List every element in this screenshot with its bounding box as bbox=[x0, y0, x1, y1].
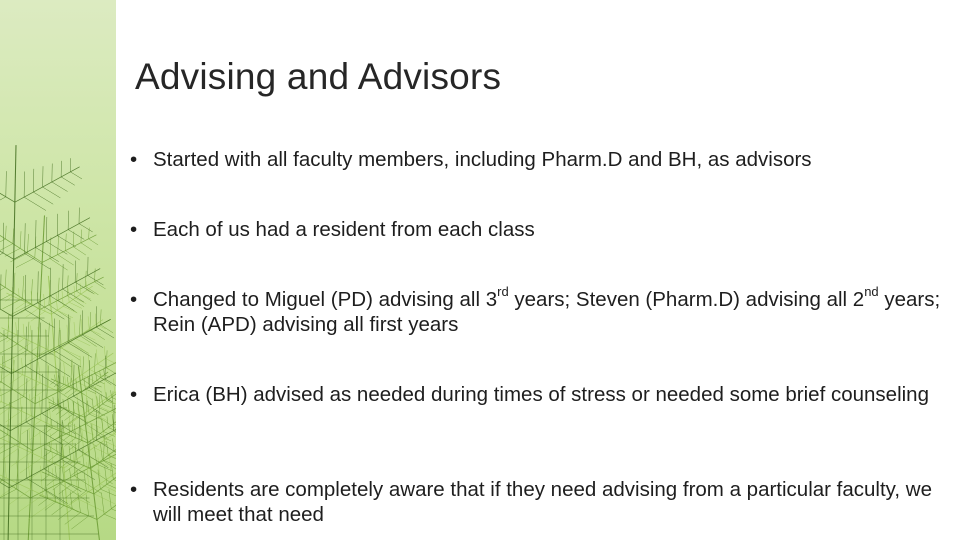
fern-stroke bbox=[88, 376, 89, 386]
fern-stroke bbox=[89, 239, 98, 245]
fern-stroke bbox=[25, 223, 26, 253]
fern-stroke bbox=[24, 197, 46, 210]
fern-stroke bbox=[50, 237, 51, 258]
fern-stroke bbox=[109, 489, 111, 509]
fern-stroke bbox=[97, 396, 98, 407]
bullet-item bbox=[130, 217, 953, 242]
fern-stroke bbox=[105, 467, 107, 485]
fern-stroke bbox=[5, 270, 6, 288]
fern-stroke bbox=[96, 349, 97, 364]
fern-stroke bbox=[84, 378, 85, 389]
fern-stroke bbox=[50, 430, 58, 436]
fern-stroke bbox=[88, 275, 104, 285]
fern-stroke bbox=[11, 453, 31, 467]
fern-stroke bbox=[89, 388, 112, 402]
bullet-text: Each of us had a resident from each class bbox=[153, 218, 535, 241]
fern-stroke bbox=[38, 271, 39, 302]
fern-stroke bbox=[16, 322, 17, 335]
fern-stroke bbox=[0, 274, 1, 309]
fern-stroke bbox=[83, 356, 84, 379]
fern-stroke bbox=[33, 192, 53, 204]
fern-stroke bbox=[74, 322, 75, 338]
fern-stroke bbox=[100, 484, 116, 495]
fern-stroke bbox=[0, 293, 14, 302]
fern-stroke bbox=[6, 171, 7, 197]
fern-stroke bbox=[104, 514, 116, 523]
fern-stroke bbox=[35, 220, 36, 247]
bullet-text bbox=[153, 284, 941, 336]
fern-stroke bbox=[2, 350, 27, 363]
fern-stroke bbox=[60, 411, 69, 418]
bullet-text: Residents are completely aware that if they need advising from a particular faculty, we will meet that need bbox=[153, 478, 932, 526]
fern-stroke bbox=[68, 230, 84, 240]
fern-stroke bbox=[73, 365, 74, 396]
fern-stroke bbox=[105, 359, 116, 364]
fern-stroke bbox=[69, 302, 82, 308]
decorative-sidebar bbox=[0, 0, 116, 540]
fern-stroke bbox=[64, 388, 72, 394]
fern-stroke bbox=[23, 383, 40, 395]
bullet-text-part: years; Rein (APD) advising all first years bbox=[153, 288, 941, 336]
fern-stroke bbox=[75, 298, 86, 303]
bullet-icon: • bbox=[130, 288, 138, 311]
fern-stroke bbox=[42, 472, 94, 494]
fern-stroke bbox=[65, 488, 79, 499]
fern-stroke bbox=[57, 310, 73, 318]
fern-stroke bbox=[94, 447, 96, 465]
fern-stroke bbox=[18, 342, 32, 351]
fern-stroke bbox=[68, 423, 70, 436]
fern-stroke bbox=[114, 434, 116, 442]
fern-stroke bbox=[45, 502, 56, 510]
fern-stroke bbox=[26, 308, 39, 317]
fern-stroke bbox=[92, 398, 93, 410]
fern-stroke bbox=[14, 273, 15, 293]
bullet-text: Erica (BH) advised as needed during times of stress or needed some brief counseling bbox=[153, 383, 929, 406]
fern-stroke bbox=[54, 350, 81, 367]
fern-stroke bbox=[25, 275, 26, 310]
fern-stroke bbox=[47, 478, 57, 485]
fern-stroke bbox=[0, 239, 6, 245]
fern-stroke bbox=[76, 379, 77, 390]
fern-stroke bbox=[27, 430, 28, 478]
fern-stroke bbox=[58, 235, 59, 254]
fern-stroke bbox=[48, 323, 49, 352]
fern-stroke bbox=[75, 339, 90, 346]
bullet-icon: • bbox=[130, 478, 138, 501]
fern-stroke bbox=[39, 396, 41, 420]
fern-stroke bbox=[90, 330, 105, 340]
bullet-item bbox=[130, 147, 953, 172]
bullet-icon: • bbox=[130, 383, 138, 406]
fern-stroke bbox=[63, 376, 64, 384]
fern-stroke bbox=[111, 509, 116, 517]
fern-stroke bbox=[107, 441, 109, 455]
fern-stroke bbox=[73, 232, 74, 247]
fern-stroke bbox=[46, 425, 87, 443]
fern-stroke bbox=[18, 288, 19, 299]
fern-stroke bbox=[100, 444, 102, 460]
fern-stroke bbox=[70, 424, 94, 435]
fern-stroke bbox=[90, 312, 91, 330]
fern-stroke bbox=[54, 457, 64, 465]
fern-stroke bbox=[16, 302, 26, 309]
fern-stroke bbox=[97, 364, 110, 370]
fern-stroke bbox=[69, 341, 88, 354]
bullet-icon: • bbox=[130, 218, 138, 241]
fern-stroke bbox=[96, 372, 97, 380]
fern-stroke bbox=[92, 374, 93, 383]
fern-stroke bbox=[100, 370, 101, 377]
fern-stroke bbox=[51, 420, 52, 428]
fern-stroke bbox=[52, 182, 68, 192]
fern-stroke bbox=[69, 446, 71, 460]
fern-stroke bbox=[56, 443, 57, 454]
fern-stroke bbox=[6, 411, 22, 422]
fern-stroke bbox=[58, 255, 74, 265]
fern-stroke bbox=[70, 172, 82, 179]
fern-stroke bbox=[76, 273, 77, 291]
fern-stroke bbox=[0, 244, 13, 251]
fern-stroke bbox=[87, 401, 89, 414]
fern-stroke bbox=[40, 323, 41, 359]
fern-stroke bbox=[71, 516, 88, 529]
fern-stroke bbox=[23, 276, 24, 299]
fern-stroke bbox=[94, 353, 95, 373]
fern-stroke bbox=[26, 378, 27, 422]
fern-stroke bbox=[71, 491, 87, 503]
bullet-text: Started with all faculty members, including Pharm.D and BH, as advisors bbox=[153, 148, 812, 171]
fern-stroke bbox=[16, 258, 35, 268]
fern-stroke bbox=[43, 187, 61, 198]
fern-stroke bbox=[65, 233, 66, 250]
bullet-item bbox=[130, 284, 953, 337]
fern-stroke bbox=[81, 294, 91, 299]
fern-stroke bbox=[113, 479, 116, 485]
fern-stroke bbox=[52, 506, 64, 515]
fern-stroke bbox=[97, 482, 116, 519]
fern-stroke bbox=[79, 415, 80, 450]
fern-stroke bbox=[0, 197, 6, 210]
ordinal-suffix: rd bbox=[497, 284, 509, 300]
fern-stroke bbox=[95, 314, 96, 325]
fern-stroke bbox=[55, 375, 56, 381]
fern-stroke bbox=[104, 382, 105, 398]
fern-stroke bbox=[114, 379, 115, 393]
bullet-icon: • bbox=[130, 148, 138, 171]
fern-stroke bbox=[80, 425, 82, 441]
ordinal-suffix: nd bbox=[864, 284, 879, 300]
bullet-item bbox=[130, 382, 953, 407]
fern-stroke bbox=[40, 431, 42, 458]
fern-pattern-graphic bbox=[0, 0, 116, 540]
fern-stroke bbox=[44, 294, 45, 311]
fern-stroke bbox=[0, 164, 15, 202]
fern-stroke bbox=[46, 241, 67, 254]
fern-stroke bbox=[73, 247, 86, 255]
fern-stroke bbox=[21, 420, 41, 434]
fern-stroke bbox=[58, 278, 59, 301]
fern-stroke bbox=[104, 369, 105, 375]
bullet-text-part: Changed to Miguel (PD) advising all 3 bbox=[153, 288, 498, 311]
fern-stroke bbox=[100, 325, 113, 333]
fern-stroke bbox=[107, 416, 108, 427]
fern-stroke bbox=[100, 309, 101, 324]
fern-stroke bbox=[20, 458, 42, 473]
fern-stroke bbox=[59, 392, 84, 408]
fern-stroke bbox=[29, 394, 31, 415]
fern-stroke bbox=[63, 399, 64, 409]
fern-stroke bbox=[87, 290, 95, 294]
fern-stroke bbox=[79, 315, 80, 336]
fern-stroke bbox=[69, 415, 80, 423]
fern-stroke bbox=[13, 229, 14, 244]
fern-stroke bbox=[70, 469, 72, 485]
fern-stroke bbox=[81, 230, 82, 243]
fern-stroke bbox=[69, 317, 70, 340]
fern-stroke bbox=[88, 316, 89, 329]
fern-stroke bbox=[55, 320, 103, 353]
fern-stroke bbox=[49, 454, 58, 461]
fern-stroke bbox=[79, 224, 93, 232]
fern-stroke bbox=[57, 236, 75, 247]
fern-stroke bbox=[63, 306, 77, 313]
fern-stroke bbox=[20, 231, 21, 248]
fern-stroke bbox=[31, 311, 45, 321]
fern-stroke bbox=[65, 251, 79, 260]
fern-stroke bbox=[80, 356, 82, 375]
fern-stroke bbox=[2, 328, 55, 353]
slide-title: Advising and Advisors bbox=[135, 56, 502, 97]
fern-stroke bbox=[68, 314, 69, 342]
fern-stroke bbox=[61, 386, 68, 392]
fern-stroke bbox=[103, 404, 112, 408]
bullet-item bbox=[130, 477, 953, 527]
fern-stroke bbox=[61, 177, 75, 185]
fern-stroke bbox=[111, 397, 116, 400]
fern-stroke bbox=[24, 364, 26, 396]
fern-stroke bbox=[61, 348, 79, 357]
fern-stroke bbox=[27, 234, 28, 253]
fern-stroke bbox=[85, 389, 96, 394]
fern-stroke bbox=[58, 320, 59, 346]
fern-stroke bbox=[6, 226, 7, 239]
fern-stroke bbox=[74, 476, 101, 494]
fern-stroke bbox=[5, 458, 7, 478]
fern-stroke bbox=[111, 390, 112, 397]
fern-stroke bbox=[4, 354, 5, 366]
fern-stroke bbox=[45, 490, 78, 512]
fern-stroke bbox=[115, 393, 116, 399]
fern-stroke bbox=[89, 369, 104, 376]
fern-stroke bbox=[24, 172, 25, 198]
fern-stroke bbox=[53, 397, 54, 404]
fern-stroke bbox=[56, 293, 57, 310]
fern-stroke bbox=[70, 466, 84, 477]
fern-stroke bbox=[50, 268, 51, 296]
fern-stroke bbox=[81, 243, 92, 250]
fern-stroke bbox=[57, 421, 58, 431]
fern-stroke bbox=[42, 374, 43, 414]
fern-stroke bbox=[0, 253, 3, 268]
fern-stroke bbox=[39, 362, 41, 383]
fern-stroke bbox=[50, 259, 68, 271]
bullet-text-part: years; Steven (Pharm.D) advising all 2 bbox=[508, 288, 865, 311]
fern-stroke bbox=[2, 447, 19, 459]
fern-stroke bbox=[10, 253, 27, 262]
